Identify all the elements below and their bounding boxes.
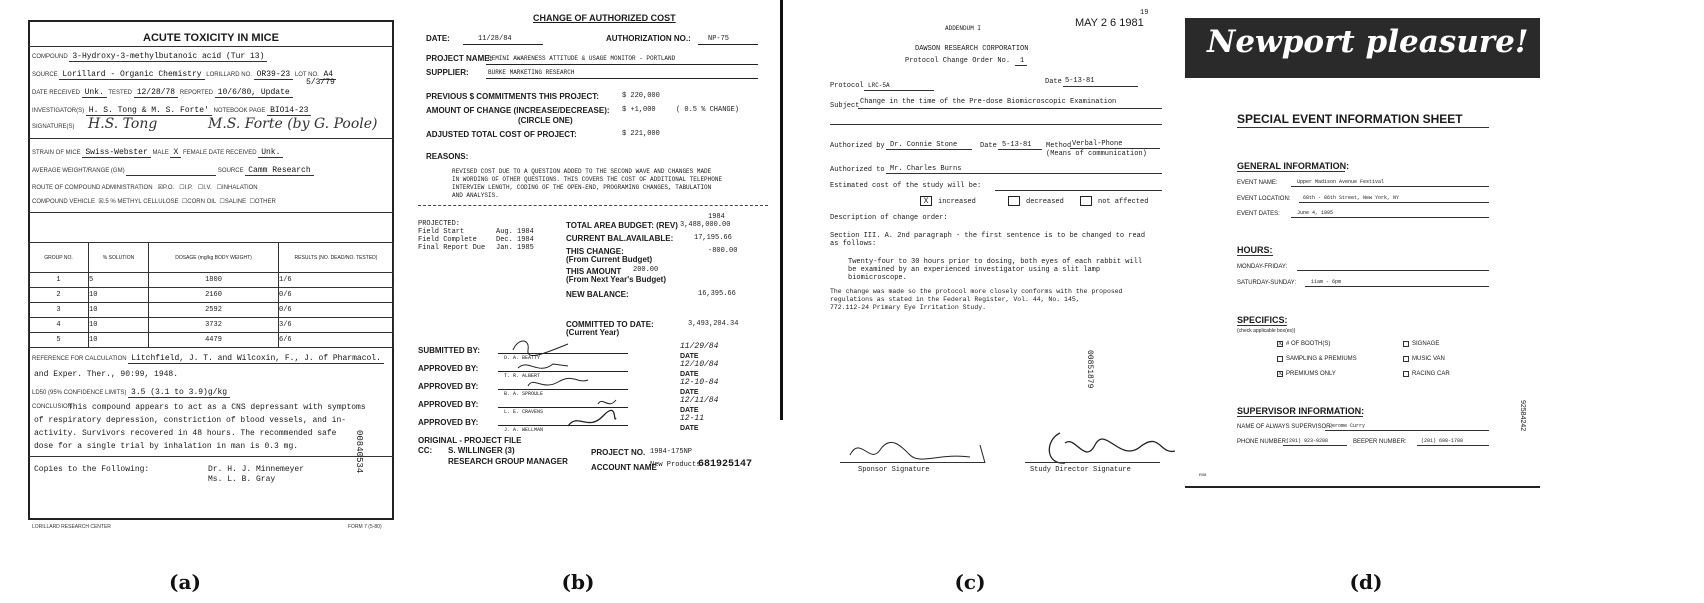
doc-b-title: CHANGE OF AUTHORIZED COST bbox=[533, 13, 676, 23]
protocol-label: Protocol bbox=[830, 82, 864, 90]
reason-line: The change was made so the protocol more closely conforms with the proposed bbox=[830, 288, 1123, 295]
signer-name: D. A. BEATTY bbox=[504, 355, 541, 361]
account-value: New Products bbox=[650, 461, 701, 469]
table-row: 3 10 2592 0/6 bbox=[29, 303, 394, 318]
sponsor-label: Sponsor Signature bbox=[858, 466, 930, 474]
new-balance-label: NEW BALANCE: bbox=[566, 290, 629, 299]
divider bbox=[418, 205, 768, 206]
signer-name: T. R. ALBERT bbox=[504, 373, 541, 379]
divider bbox=[28, 212, 394, 213]
change-pct: ( 0.5 % CHANGE) bbox=[676, 106, 740, 114]
reasons-label: REASONS: bbox=[426, 152, 469, 161]
auth-date-value: 5-13-81 bbox=[1002, 141, 1032, 149]
director-label: Study Director Signature bbox=[1030, 466, 1131, 474]
underline bbox=[998, 149, 1042, 150]
scan-edge-line bbox=[780, 0, 783, 420]
underline bbox=[1237, 171, 1345, 172]
banner-logo-text: Newport pleasure! bbox=[1207, 24, 1529, 60]
cc-label: CC: bbox=[418, 446, 433, 455]
signer-name: L. E. CRAVENS bbox=[504, 409, 544, 415]
racing-car-checkbox bbox=[1403, 371, 1409, 377]
results-table bbox=[28, 242, 394, 348]
supplier-value: BURKE MARKETING RESEARCH bbox=[488, 69, 575, 76]
event-name-value: Upper Madison Avenue Festival bbox=[1297, 179, 1385, 185]
supervisor-name-value: Jerome Curry bbox=[1329, 423, 1366, 429]
description-label: Description of change order: bbox=[830, 214, 948, 222]
change-label: AMOUNT OF CHANGE (INCREASE/DECREASE): bbox=[426, 106, 610, 115]
caption-b: (b) bbox=[561, 570, 595, 594]
date-word: DATE bbox=[680, 389, 699, 396]
date-label: Date bbox=[1045, 78, 1062, 86]
approved-label: APPROVED BY: bbox=[418, 418, 479, 427]
pco-label: Protocol Change Order No. bbox=[905, 57, 1011, 65]
section-line: Section III. A. 2nd paragraph - the first sentence is to be changed to read bbox=[830, 232, 1146, 240]
signer-name: B. A. SPROULE bbox=[504, 391, 544, 397]
dates-row: DATE RECEIVED Unk. TESTED 12/28/78 REPORTED 10/6/80, Update bbox=[32, 88, 293, 97]
underline bbox=[1305, 286, 1489, 287]
copies-label: Copies to the Following: bbox=[34, 465, 150, 474]
cc-1: S. WILLINGER (3) bbox=[448, 446, 515, 455]
underline bbox=[1291, 186, 1489, 187]
total-area-label: TOTAL AREA BUDGET: (REV) bbox=[566, 221, 678, 230]
event-dates-value: June 4, 1995 bbox=[1297, 210, 1334, 216]
conclusion-line-2: of respiratory depression, constriction of blood vessels, and in- bbox=[34, 416, 347, 425]
underline bbox=[995, 190, 1162, 191]
doc-a-title: ACUTE TOXICITY IN MICE bbox=[143, 32, 279, 44]
adjusted-value: $ 221,000 bbox=[622, 130, 660, 138]
authorized-by-value: Dr. Connie Stone bbox=[890, 141, 958, 149]
organization: DAWSON RESEARCH CORPORATION bbox=[915, 45, 1029, 53]
reason-line: 772.112-24 Primary Eye Irritation Study. bbox=[830, 304, 987, 311]
document-a-acute-toxicity bbox=[28, 20, 398, 530]
option-increased: increased bbox=[938, 198, 976, 206]
approval-date: 12-10-84 bbox=[680, 378, 719, 387]
underline bbox=[886, 173, 1162, 174]
conclusion-line-1: This compound appears to act as a CNS depressant with symptoms bbox=[68, 403, 366, 412]
signage-label: SIGNAGE bbox=[1412, 341, 1440, 347]
supervisor-heading: SUPERVISOR INFORMATION: bbox=[1237, 406, 1365, 416]
underline bbox=[840, 462, 985, 463]
project-name-value: GEMINI AWARENESS ATTITUDE & USAGE MONITOR - PORTLAND bbox=[488, 55, 676, 62]
approval-date: 12/10/84 bbox=[680, 360, 719, 369]
supplier-label: SUPPLIER: bbox=[426, 68, 469, 77]
estimated-cost: Estimated cost of the study will be: bbox=[830, 182, 982, 190]
signature-1: H.S. Tong bbox=[88, 116, 158, 132]
signature-2: M.S. Forte (by G. Poole) bbox=[208, 116, 378, 132]
body-line: be examined by an experienced investigator using a slit lamp bbox=[848, 266, 1101, 274]
field-complete-label: Field Complete bbox=[418, 236, 477, 244]
copies-recipient-1: Dr. H. J. Minnemeyer bbox=[208, 465, 305, 474]
underline bbox=[886, 149, 972, 150]
underline bbox=[1237, 255, 1273, 256]
underline bbox=[1237, 416, 1363, 417]
this-amount-label: THIS AMOUNT bbox=[566, 267, 622, 276]
sampling-checkbox bbox=[1277, 356, 1283, 362]
caption-c: (c) bbox=[954, 570, 986, 594]
section-line: as follows: bbox=[830, 240, 877, 248]
field-complete-value: Dec. 1984 bbox=[496, 236, 534, 244]
total-area-value: 3,488,000.00 bbox=[680, 221, 731, 229]
approved-label: APPROVED BY: bbox=[418, 400, 479, 409]
underline bbox=[1015, 65, 1027, 66]
underline bbox=[830, 124, 1162, 125]
underline bbox=[1283, 445, 1347, 446]
prev-label: PREVIOUS $ COMMITMENTS THIS PROJECT: bbox=[426, 92, 599, 101]
authorized-to-value: Mr. Charles Burns bbox=[890, 165, 962, 173]
decreased-checkbox bbox=[1008, 196, 1020, 206]
reference-row: REFERENCE FOR CALCULATION Litchfield, J. T. and Wilcoxin, F., J. of Pharmacol. bbox=[32, 354, 384, 363]
reasons-line: REVISED COST DUE TO A QUESTION ADDED TO THE SECOND WAVE AND CHANGES MADE bbox=[452, 168, 712, 175]
general-heading: GENERAL INFORMATION: bbox=[1237, 161, 1350, 171]
approval-date: 12/11/84 bbox=[680, 396, 719, 405]
underline bbox=[463, 44, 543, 45]
subject-label: Subject bbox=[830, 102, 860, 110]
doc-a-footer-left: LORILLARD RESEARCH CENTER bbox=[32, 524, 111, 530]
event-name-label: EVENT NAME: bbox=[1237, 180, 1278, 186]
source-row: SOURCE Lorillard - Organic Chemistry LORILLARD NO. OR39-23 LOT NO. A4 bbox=[32, 70, 336, 79]
doc-b-number: 681925147 bbox=[698, 459, 753, 470]
date-word: DATE bbox=[680, 371, 699, 378]
underline bbox=[698, 44, 758, 45]
doc-c-number: 00851879 bbox=[1085, 350, 1094, 389]
ld50-row: LD50 (95% CONFIDENCE LIMITS) 3.5 (3.1 to 3.9)g/kg bbox=[32, 388, 230, 397]
from-current: (From Current Budget) bbox=[566, 255, 653, 264]
beeper-label: BEEPER NUMBER: bbox=[1353, 439, 1407, 445]
protocol-value: LRC-5A bbox=[868, 82, 890, 89]
investigators-row: INVESTIGATOR(S) H. S. Tong & M. S. Forte' NOTEBOOK PAGE BIO14-23 bbox=[32, 106, 311, 115]
check-note: (check applicable box(es)) bbox=[1237, 328, 1296, 334]
underline bbox=[864, 90, 934, 91]
event-location-value: 68th - 86th Street, New York, NY bbox=[1303, 195, 1400, 201]
underline bbox=[1237, 127, 1489, 128]
means-caption: (Means of communication) bbox=[1046, 150, 1147, 158]
phone-value: (201) 923-9208 bbox=[1286, 438, 1329, 444]
event-location-label: EVENT LOCATION: bbox=[1237, 196, 1291, 202]
underline bbox=[1063, 86, 1138, 87]
conclusion-line-3: activity. Survivors recovered in 48 hours. The recommended safe bbox=[34, 429, 337, 438]
conclusion-line-4: dose for a single trial by inhalation in man is 0.3 mg. bbox=[34, 442, 299, 451]
underline bbox=[486, 64, 758, 65]
weight-row: AVERAGE WEIGHT/RANGE (GM) SOURCE Camm Research bbox=[32, 166, 314, 176]
current-year: (Current Year) bbox=[566, 328, 620, 337]
account-label: ACCOUNT NAME bbox=[591, 463, 657, 472]
strain-row: STRAIN OF MICE Swiss-Webster MALE X FEMALE DATE RECEIVED Unk. bbox=[32, 148, 283, 157]
compound-row: COMPOUND 3-Hydroxy-3-methylbutanoic acid (Tur 13) bbox=[32, 52, 267, 61]
newport-banner bbox=[1185, 18, 1540, 78]
projected-label: PROJECTED: bbox=[418, 220, 461, 228]
subject-value: Change in the time of the Pre-dose Biomicroscopic Examination bbox=[860, 98, 1117, 106]
divider bbox=[28, 138, 394, 139]
music-van-checkbox bbox=[1403, 356, 1409, 362]
method-label: Method bbox=[1046, 142, 1072, 150]
underline bbox=[1237, 325, 1287, 326]
this-change-label: THIS CHANGE: bbox=[566, 247, 624, 256]
body-line: biomicroscope. bbox=[848, 274, 907, 282]
table-header-row: GROUP NO. % SOLUTION DOSAGE (mg/kg BODY WEIGHT) RESULTS (NO. DEAD/NO. TESTED) bbox=[29, 243, 394, 273]
vehicle-row: COMPOUND VEHICLE ☒.5 % METHYL CELLULOSE ☐CORN OIL ☐SALINE ☐OTHER bbox=[32, 199, 276, 205]
booths-label: # OF BOOTH(S) bbox=[1286, 341, 1331, 347]
committed-value: 3,493,204.34 bbox=[688, 320, 739, 328]
document-b-change-of-cost bbox=[418, 10, 768, 510]
underline bbox=[1291, 217, 1489, 218]
caption-a: (a) bbox=[169, 570, 201, 594]
supervisor-name-label: NAME OF ALWAYS SUPERVISOR: bbox=[1237, 424, 1333, 430]
this-change-value: -800.00 bbox=[708, 247, 738, 255]
conclusion-label: CONCLUSION bbox=[32, 404, 73, 410]
field-start-value: Aug. 1984 bbox=[496, 228, 534, 236]
approved-label: APPROVED BY: bbox=[418, 364, 479, 373]
authorized-by-label: Authorized by bbox=[830, 142, 885, 150]
project-no-label: PROJECT NO. bbox=[591, 448, 646, 457]
authorized-to-label: Authorized to bbox=[830, 166, 885, 174]
table-row: 1 5 1800 1/6 bbox=[29, 273, 394, 288]
not-affected-checkbox bbox=[1080, 196, 1092, 206]
underline bbox=[1417, 445, 1489, 446]
hours-heading: HOURS: bbox=[1237, 245, 1273, 255]
reported-date-1: 5/3/79 bbox=[306, 78, 335, 87]
route-row: ROUTE OF COMPOUND ADMINISTRATION ☒P.O. ☐I.P. ☐I.V. ☐INHALATION bbox=[32, 185, 258, 191]
premiums-checkbox: X bbox=[1278, 371, 1283, 377]
page-number: 19 bbox=[1140, 9, 1149, 17]
submitted-label: SUBMITTED BY: bbox=[418, 346, 481, 355]
addendum-title: ADDENDUM I bbox=[945, 25, 982, 32]
final-report-value: Jan. 1985 bbox=[496, 244, 534, 252]
adjusted-label: ADJUSTED TOTAL COST OF PROJECT: bbox=[426, 130, 577, 139]
date-word: DATE bbox=[680, 407, 699, 414]
approved-label: APPROVED BY: bbox=[418, 382, 479, 391]
music-van-label: MUSIC VAN bbox=[1412, 356, 1445, 362]
copies-recipient-2: Ms. L. B. Gray bbox=[208, 475, 276, 484]
date-value: 5-13-81 bbox=[1065, 77, 1095, 85]
reason-line: regulations as stated in the Federal Register, Vol. 44, No. 145, bbox=[830, 296, 1080, 303]
specifics-heading: SPECIFICS: bbox=[1237, 315, 1288, 325]
date-label: DATE: bbox=[426, 34, 450, 43]
signage-checkbox bbox=[1403, 341, 1409, 347]
phone-label: PHONE NUMBER: bbox=[1237, 439, 1288, 445]
date-word: DATE bbox=[680, 425, 699, 432]
underline bbox=[1325, 430, 1489, 431]
sat-sun-label: SATURDAY-SUNDAY: bbox=[1237, 280, 1297, 286]
sat-sun-value: 11am - 6pm bbox=[1311, 279, 1342, 285]
doc-d-number: 92584242 bbox=[1519, 400, 1526, 432]
underline bbox=[1070, 148, 1160, 149]
caption-d: (d) bbox=[1349, 570, 1383, 594]
auth-date-label: Date bbox=[980, 142, 997, 150]
underline bbox=[1297, 270, 1489, 271]
final-report-label: Final Report Due bbox=[418, 244, 486, 252]
pco-value: 1 bbox=[1020, 57, 1025, 65]
new-balance-value: 16,395.66 bbox=[698, 290, 736, 298]
project-name-label: PROJECT NAME: bbox=[426, 54, 493, 63]
current-bal-value: 17,195.66 bbox=[694, 234, 732, 242]
handwritten-signatures bbox=[508, 336, 618, 436]
option-not-affected: not affected bbox=[1098, 198, 1149, 206]
table-row: 4 10 3732 3/6 bbox=[29, 318, 394, 333]
date-word: DATE bbox=[680, 353, 699, 360]
bottom-rule bbox=[1185, 486, 1540, 488]
document-c-protocol-change bbox=[780, 0, 1175, 520]
method-value: Verbal-Phone bbox=[1072, 140, 1123, 148]
underline bbox=[858, 108, 1162, 109]
underline bbox=[486, 78, 758, 79]
signatures-row: SIGNATURE(S) bbox=[32, 124, 75, 130]
approval-date: 11/29/84 bbox=[680, 342, 719, 351]
document-d-event-sheet bbox=[1185, 10, 1545, 530]
doc-d-footer: R08 bbox=[1199, 472, 1207, 477]
table-row: 2 10 2160 0/6 bbox=[29, 288, 394, 303]
circle-one: (CIRCLE ONE) bbox=[518, 116, 573, 125]
underline bbox=[1025, 462, 1160, 463]
event-dates-label: EVENT DATES: bbox=[1237, 211, 1280, 217]
underline bbox=[1299, 202, 1489, 203]
original-label: ORIGINAL - PROJECT FILE bbox=[418, 436, 522, 445]
doc-d-title: SPECIAL EVENT INFORMATION SHEET bbox=[1237, 112, 1463, 126]
cc-2: RESEARCH GROUP MANAGER bbox=[448, 457, 568, 466]
divider bbox=[28, 456, 394, 457]
approval-date: 12-11 bbox=[680, 414, 705, 423]
signer-name: J. A. WELLMAN bbox=[504, 427, 544, 433]
option-decreased: decreased bbox=[1026, 198, 1064, 206]
change-value: $ +1,000 bbox=[622, 106, 656, 114]
prev-value: $ 220,000 bbox=[622, 92, 660, 100]
date-value: 11/28/84 bbox=[478, 35, 512, 43]
from-next: (From Next Year's Budget) bbox=[566, 275, 666, 284]
mon-fri-label: MONDAY-FRIDAY: bbox=[1237, 264, 1288, 270]
divider bbox=[28, 46, 394, 47]
body-line: Twenty-four to 30 hours prior to dosing, both eyes of each rabbit will bbox=[848, 258, 1143, 266]
increased-checkbox: X bbox=[920, 196, 932, 206]
booths-checkbox: X bbox=[1278, 341, 1283, 347]
received-stamp: MAY 2 6 1981 bbox=[1075, 17, 1144, 29]
reasons-line: INTERVIEW LENGTH, CODING OF THE OPEN-END, PROGRAMING CHANGES, TABULATION bbox=[452, 184, 712, 191]
doc-a-number: 00840534 bbox=[354, 430, 364, 474]
reference-cont: and Exper. Ther., 90:99, 1948. bbox=[34, 370, 179, 379]
project-no-value: 1984-175NP bbox=[650, 448, 693, 456]
handwritten-signatures bbox=[840, 425, 1175, 470]
auth-label: AUTHORIZATION NO.: bbox=[606, 34, 691, 43]
this-amount-value: 200.00 bbox=[633, 266, 659, 274]
budget-year: 1984 bbox=[708, 213, 725, 221]
sampling-label: SAMPLING & PREMIUMS bbox=[1286, 356, 1357, 362]
reasons-line: IN WORDING OF OTHER QUESTIONS. THIS COVERS THE COST OF ADDITIONAL TELEPHONE bbox=[452, 176, 723, 183]
racing-car-label: RACING CAR bbox=[1412, 371, 1450, 377]
premiums-label: PREMIUMS ONLY bbox=[1286, 371, 1336, 377]
reasons-line: AND ANALYSIS. bbox=[452, 192, 499, 199]
table-row: 5 10 4479 6/6 bbox=[29, 333, 394, 348]
beeper-value: (201) 698-1780 bbox=[1421, 438, 1464, 444]
doc-a-footer-right: FORM 7 (5-80) bbox=[348, 524, 382, 530]
compound-value: 3-Hydroxy-3-methylbutanoic acid (Tur 13) bbox=[69, 52, 267, 62]
committed-label: COMMITTED TO DATE: bbox=[566, 320, 654, 329]
field-start-label: Field Start bbox=[418, 228, 465, 236]
auth-value: NP-75 bbox=[708, 35, 730, 43]
current-bal-label: CURRENT BAL.AVAILABLE: bbox=[566, 234, 674, 243]
